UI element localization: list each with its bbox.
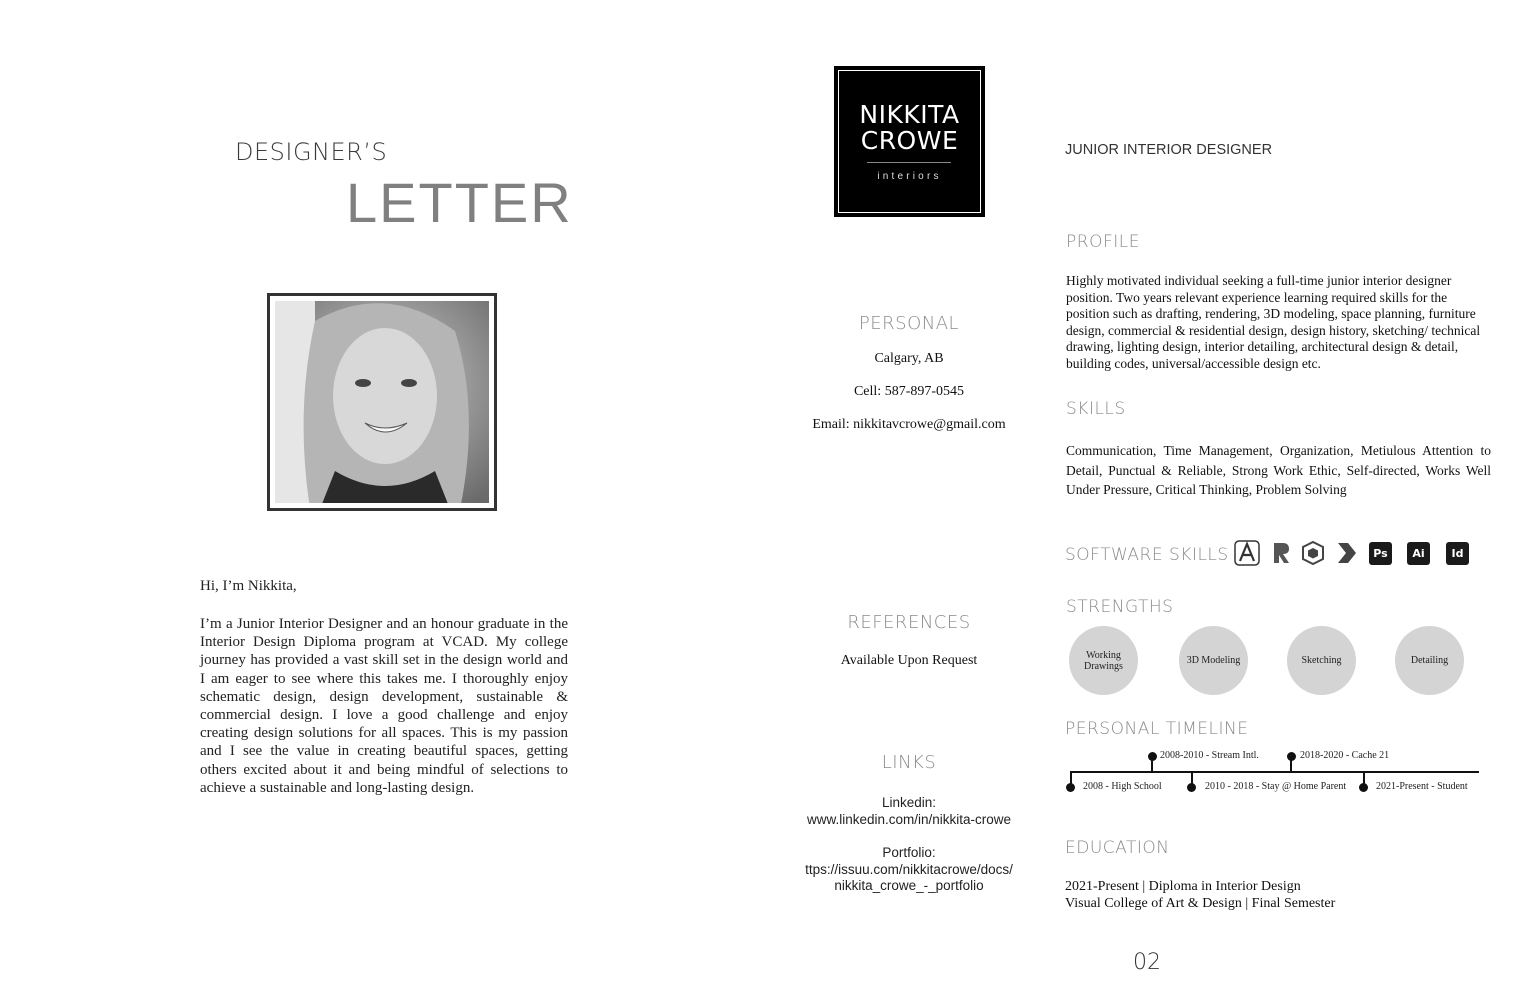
portrait-photo: [267, 293, 497, 511]
timeline-marker: [1187, 783, 1196, 792]
linkedin-link[interactable]: www.linkedin.com/in/nikkita-crowe: [806, 812, 1012, 827]
education-entry: [1065, 879, 1335, 912]
indesign-icon: Id: [1446, 542, 1469, 565]
timeline-heading: PERSONAL TIMELINE: [1065, 719, 1249, 739]
timeline-label: 2010 - 2018 - Stay @ Home Parent: [1205, 781, 1347, 792]
education-heading: EDUCATION: [1065, 838, 1170, 858]
portfolio-link-line2[interactable]: nikkita_crowe_-_portfolio: [834, 878, 984, 893]
education-line1: 2021-Present | Diploma in Interior Design: [1065, 879, 1301, 894]
timeline-axis: [1070, 771, 1479, 773]
letter-heading-big: LETTER: [346, 171, 573, 234]
strength-item: Working Drawings: [1069, 626, 1138, 695]
sketchup-icon: [1300, 540, 1326, 566]
timeline-label: 2008-2010 - Stream Intl.: [1160, 750, 1259, 761]
references-text: Available Upon Request: [840, 653, 978, 668]
skills-heading: SKILLS: [1066, 399, 1126, 419]
personal-heading: PERSONAL: [858, 313, 960, 334]
software-heading: SOFTWARE SKILLS: [1065, 545, 1229, 565]
3dsmax-icon: [1334, 540, 1360, 566]
page-number: 02: [1133, 950, 1161, 975]
profile-heading: PROFILE: [1066, 232, 1140, 252]
illustrator-icon: Ai: [1407, 542, 1430, 565]
references-heading: REFERENCES: [847, 612, 971, 633]
autocad-icon: [1234, 540, 1260, 566]
education-line2: Visual College of Art & Design | Final Semester: [1065, 895, 1336, 911]
letter-body: I’m a Junior Interior Designer and an honour graduate in the Interior Design Diploma program at VCAD. My college journey has provided a vast skill set in the design world and I am eager to see where this takes me. I thoroughly enjoy schematic design, design development, sustainable & commercial design. I love a good challenge and enjoy creating design solutions for all spaces. This is my passion and I see the value in creating beautiful spaces, getting others excited about it and being mindful of selections to achieve a sustainable and long-lasting design.: [200, 616, 568, 796]
personal-cell: Cell: 587-897-0545: [853, 384, 965, 399]
personal-email: Email: nikkitavcrowe@gmail.com: [812, 417, 1006, 432]
timeline-marker: [1359, 783, 1368, 792]
brand-logo: [834, 66, 985, 217]
timeline-marker: [1066, 783, 1075, 792]
portrait-image: [275, 301, 489, 503]
logo-name-line1: NIKKITA: [859, 100, 960, 129]
strengths-heading: STRENGTHS: [1066, 597, 1174, 617]
timeline-marker: [1148, 752, 1157, 761]
timeline-stem: [1290, 757, 1292, 772]
photoshop-icon: Ps: [1369, 542, 1392, 565]
timeline-label: 2008 - High School: [1083, 781, 1162, 792]
timeline-stem: [1151, 757, 1153, 772]
timeline-label: 2021-Present - Student: [1376, 781, 1468, 792]
job-title: JUNIOR INTERIOR DESIGNER: [1065, 142, 1273, 158]
skills-text: Communication, Time Management, Organization, Metiulous Attention to Detail, Punctual & Reliable, Strong Work Ethic, Self-directed, Works Well Under Pressure, Critical Thinking, Problem Solving: [1066, 443, 1491, 497]
strength-item: Detailing: [1395, 626, 1464, 695]
portfolio-link-line1[interactable]: ttps://issuu.com/nikkitacrowe/docs/: [805, 862, 1013, 877]
letter-greeting: Hi, I’m Nikkita,: [200, 578, 297, 594]
links-heading: LINKS: [881, 752, 937, 773]
profile-text: Highly motivated individual seeking a full-time junior interior designer position. Two years relevant experience learning required skills for the position such as drafting, rendering, 3D modeling, space planning, furniture design, commercial & residential design, design history, sketching/ technical drawing, lighting design, interior detailing, architectural design & detail, building codes, universal/accessible design etc.: [1066, 273, 1481, 371]
strength-item: 3D Modeling: [1179, 626, 1248, 695]
personal-location: Calgary, AB: [874, 351, 944, 366]
strength-item: Sketching: [1287, 626, 1356, 695]
timeline-marker: [1287, 752, 1296, 761]
timeline-label: 2018-2020 - Cache 21: [1300, 750, 1390, 761]
letter-heading-top: DESIGNER’S: [235, 138, 388, 166]
logo-name-line2: CROWE: [860, 126, 959, 155]
revit-icon: [1268, 540, 1294, 566]
portfolio-label: Portfolio:: [882, 845, 936, 860]
linkedin-label: Linkedin:: [881, 795, 937, 810]
logo-subtitle: interiors: [877, 171, 942, 182]
